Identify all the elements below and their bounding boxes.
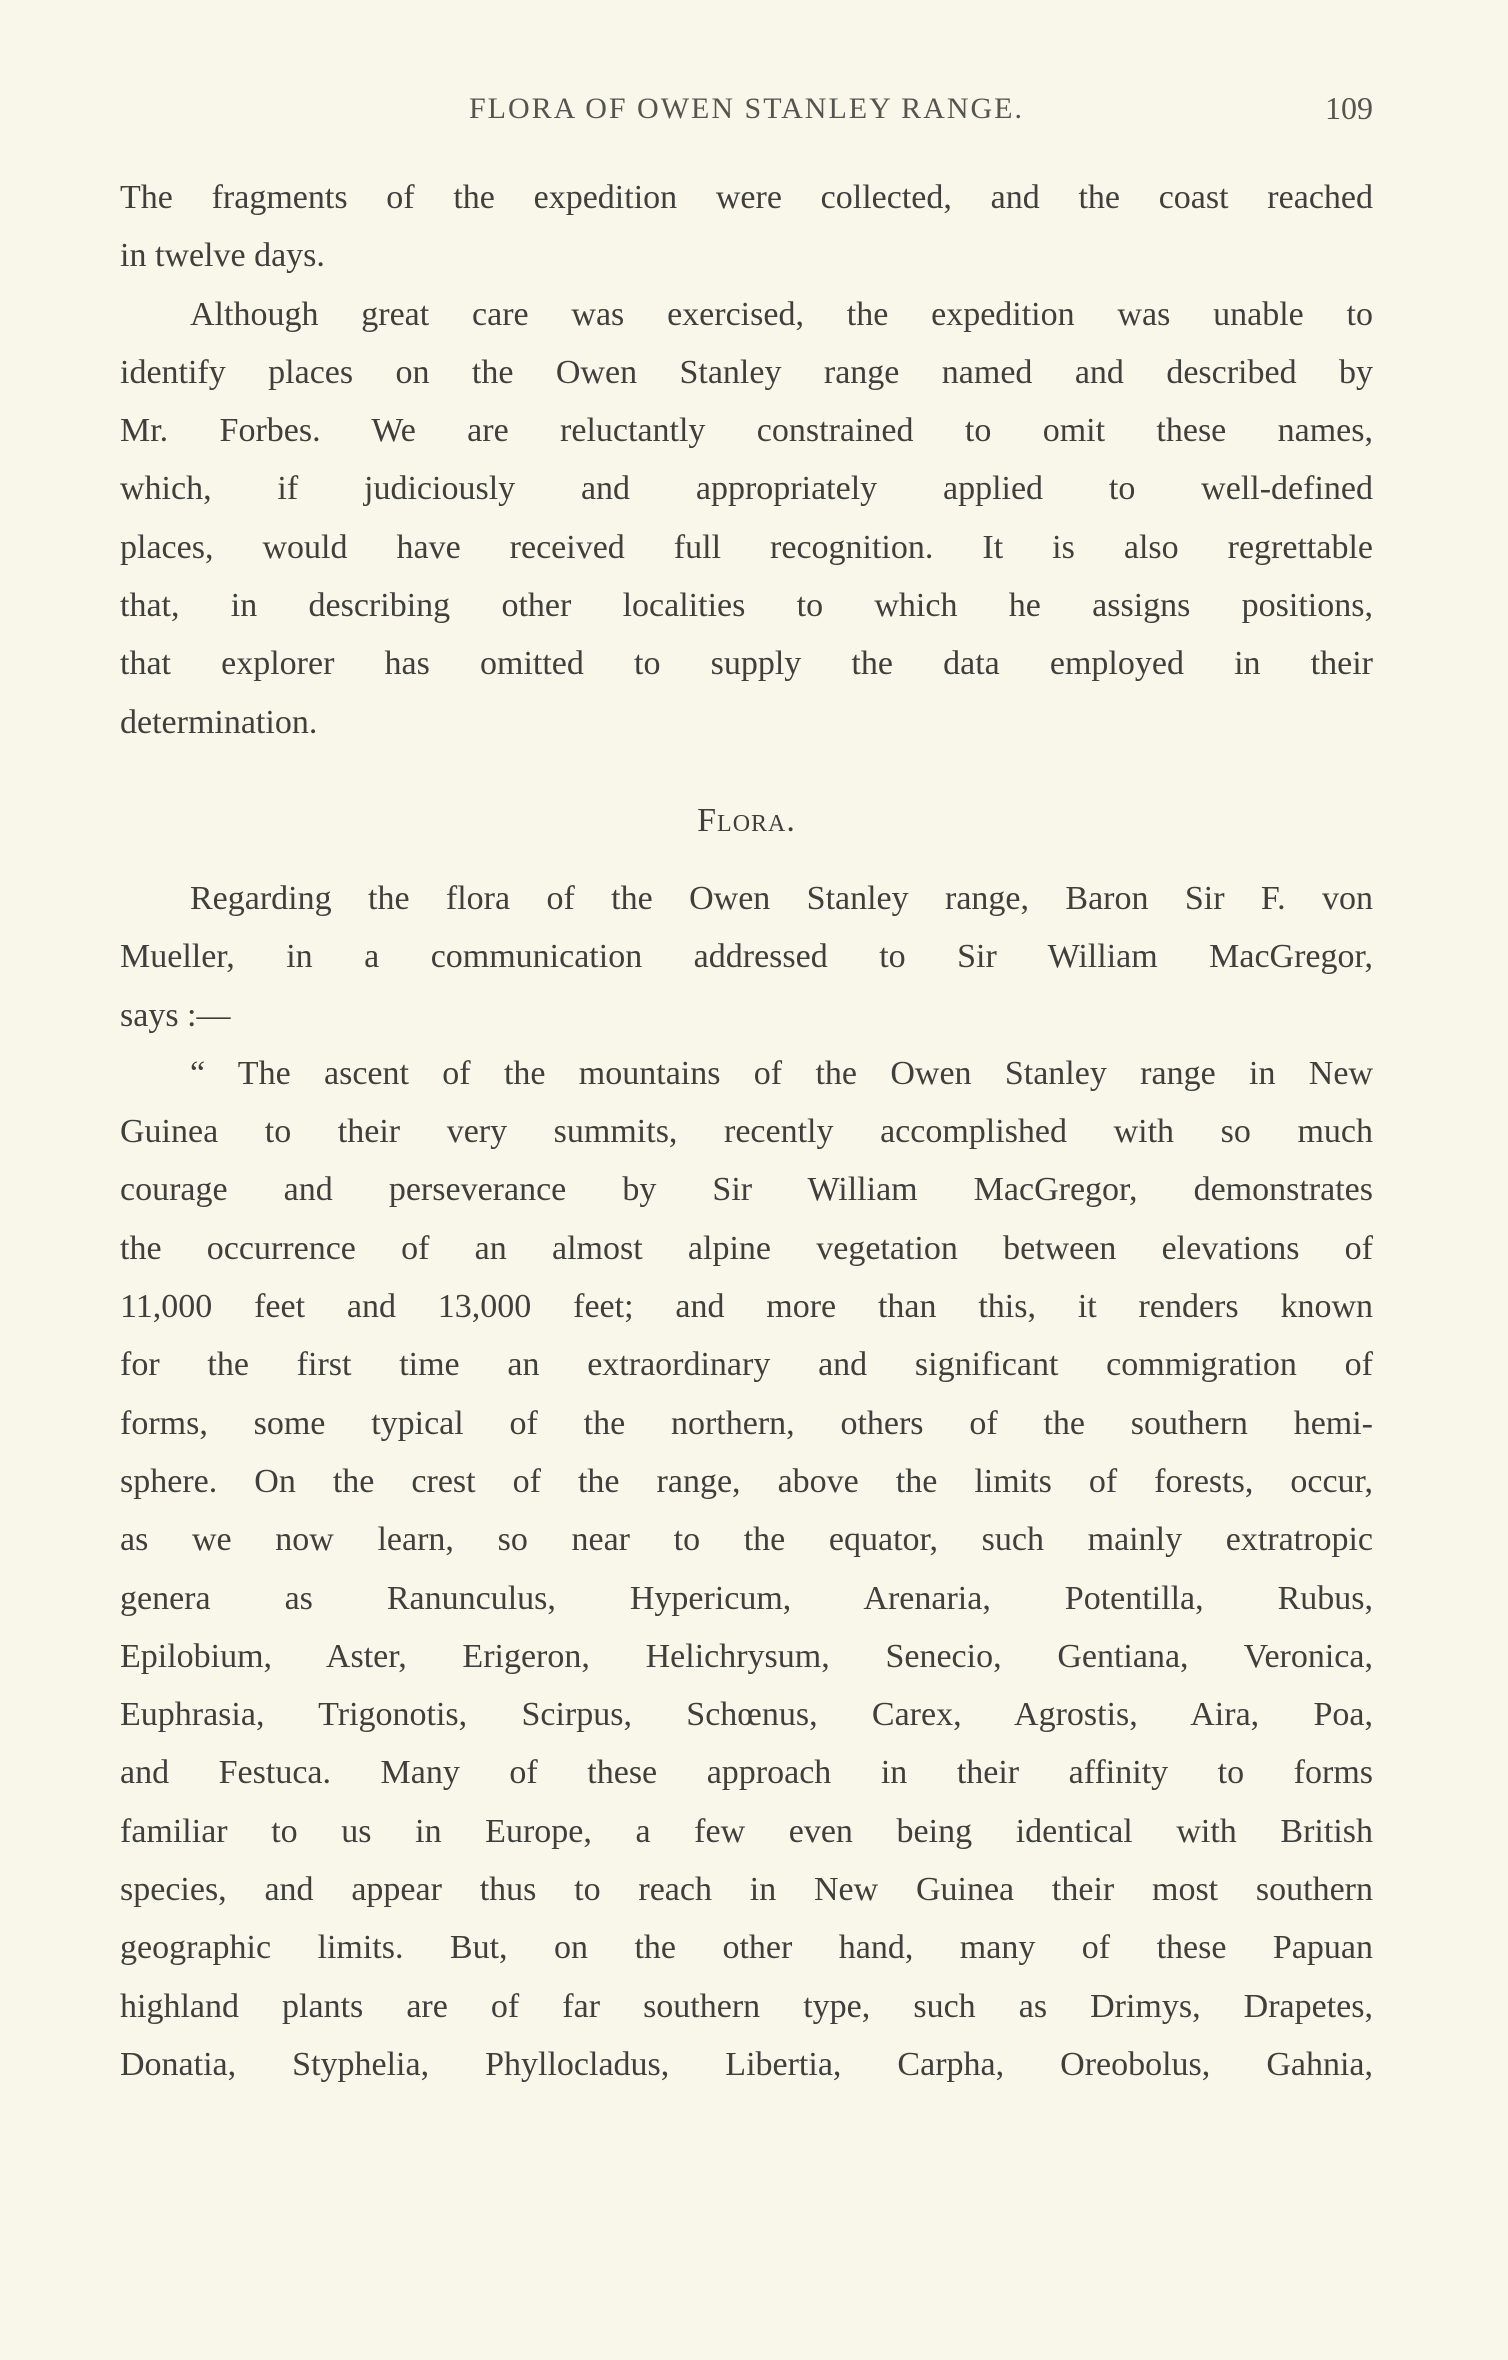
text-line: identify places on the Owen Stanley range named and described by — [120, 353, 1373, 391]
text-line: Epilobium, Aster, Erigeron, Helichrysum, Senecio, Gentiana, Veronica, — [120, 1637, 1373, 1675]
text-line: The fragments of the expedition were collected, and the coast reached — [120, 179, 1373, 216]
paragraphs-after-heading — [120, 870, 1373, 2094]
section-heading: Flora. — [697, 801, 796, 839]
text-line: that, in describing other localities to which he assigns positions, — [120, 587, 1373, 625]
page-number: 109 — [1325, 90, 1373, 126]
text-line: highland plants are of far southern type, such as Drimys, Drapetes, — [120, 1987, 1373, 2025]
text-line: species, and appear thus to reach in New Guinea their most southern — [120, 1871, 1373, 1909]
text-line: forms, some typical of the northern, others of the southern hemi- — [120, 1404, 1373, 1442]
paragraph — [120, 1045, 1373, 2094]
text-line: in twelve days. — [120, 237, 325, 275]
running-title: FLORA OF OWEN STANLEY RANGE. — [469, 92, 1024, 125]
body-text — [120, 169, 1373, 2094]
text-line: Mr. Forbes. We are reluctantly constrained to omit these names, — [120, 412, 1373, 450]
paragraph — [120, 870, 1373, 1045]
running-head — [120, 88, 1373, 132]
text-line: genera as Ranunculus, Hypericum, Arenaria, Potentilla, Rubus, — [120, 1579, 1373, 1617]
text-line: determination. — [120, 703, 318, 741]
text-line: Guinea to their very summits, recently accomplished with so much — [120, 1113, 1373, 1151]
text-line: the occurrence of an almost alpine vegetation between elevations of — [120, 1229, 1373, 1267]
text-line: Euphrasia, Trigonotis, Scirpus, Schœnus, Carex, Agrostis, Aira, Poa, — [120, 1696, 1373, 1734]
text-line: for the first time an extraordinary and significant commigration of — [120, 1346, 1373, 1384]
text-line: Although great care was exercised, the expedition was unable to — [190, 295, 1373, 333]
text-line: which, if judiciously and appropriately applied to well-defined — [120, 470, 1373, 508]
paragraph — [120, 286, 1373, 752]
text-line: as we now learn, so near to the equator, such mainly extratropic — [120, 1521, 1373, 1559]
text-line: and Festuca. Many of these approach in their affinity to forms — [120, 1754, 1373, 1792]
paragraph — [120, 169, 1373, 286]
text-line: sphere. On the crest of the range, above the limits of forests, occur, — [120, 1462, 1373, 1500]
text-line: Donatia, Styphelia, Phyllocladus, Libertia, Carpha, Oreobolus, Gahnia, — [120, 2045, 1373, 2083]
text-line: familiar to us in Europe, a few even being identical with British — [120, 1812, 1373, 1850]
text-line: Regarding the flora of the Owen Stanley range, Baron Sir F. von — [190, 879, 1373, 917]
text-line: geographic limits. But, on the other hand, many of these Papuan — [120, 1929, 1373, 1967]
text-line: “ The ascent of the mountains of the Owen Stanley range in New — [190, 1054, 1373, 1092]
text-line: Mueller, in a communication addressed to Sir William MacGregor, — [120, 938, 1373, 976]
text-line: 11,000 feet and 13,000 feet; and more than this, it renders known — [120, 1288, 1373, 1326]
text-line: courage and perseverance by Sir William MacGregor, demonstrates — [120, 1171, 1373, 1209]
text-line: that explorer has omitted to supply the data employed in their — [120, 645, 1373, 683]
paragraphs-before-heading — [120, 169, 1373, 752]
text-line: places, would have received full recognition. It is also regrettable — [120, 528, 1373, 566]
text-line: says :— — [120, 996, 231, 1034]
